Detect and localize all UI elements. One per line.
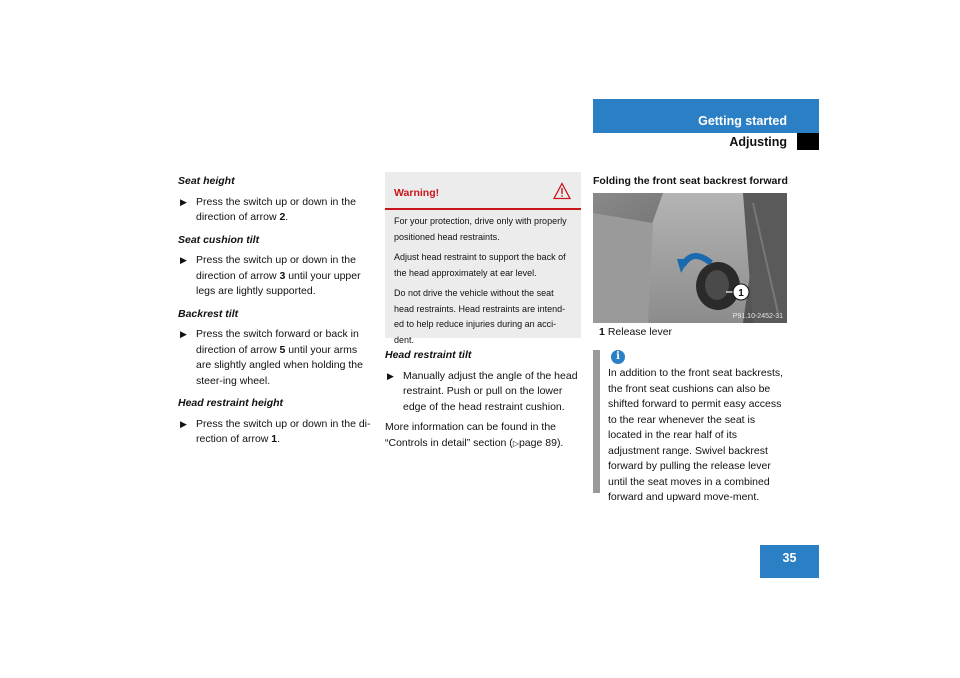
arrow-right-icon: ▶ xyxy=(180,329,187,339)
arrow-right-icon: ▶ xyxy=(180,196,187,207)
photo-callout: 1 xyxy=(738,288,744,299)
heading-seat-cushion-tilt: Seat cushion tilt xyxy=(178,233,260,246)
header-marker xyxy=(797,133,819,150)
heading-head-restraint-height: Head restraint height xyxy=(178,397,284,409)
heading-backrest-tilt: Backrest tilt xyxy=(178,307,239,320)
arrow-right-icon: ▶ xyxy=(180,255,187,265)
triangle-right-icon: ▷ xyxy=(512,438,519,448)
warning-body xyxy=(394,214,574,353)
heading-seat-height: Seat height xyxy=(178,175,235,187)
left-column xyxy=(178,174,374,448)
warning-triangle-icon xyxy=(553,182,571,200)
step-head-restraint-height: ▶ Press the switch up or down in the di-rection of arrow 1. xyxy=(180,417,371,445)
section-title: Getting started xyxy=(698,114,787,128)
warning-paragraph: Adjust head restraint to support the back of the head approximately at ear level. xyxy=(394,252,566,278)
step-backrest-tilt: ▶ Press the switch forward or back in direction of arrow 5 until your arms are slightly angled when holding the steer-ing wheel. xyxy=(180,328,363,387)
page-reference-link[interactable]: page 89 xyxy=(518,436,557,449)
heading-folding: Folding the front seat backrest forward xyxy=(593,175,788,187)
info-bar xyxy=(593,350,600,493)
warning-title: Warning! xyxy=(394,187,440,199)
warning-paragraph: For your protection, drive only with properly positioned head restraints. xyxy=(394,216,567,242)
warning-divider xyxy=(385,208,581,210)
info-text: In addition to the front seat backrests, the front seat cushions can also be shifted forward to permit easy access to the rear whenever the seat is located in the rear half of its adjustment range. Swivel backrest forward by pulling the release lever until the seat moves in a combined forward and upward move-ment. xyxy=(608,367,784,503)
page-number: 35 xyxy=(760,545,819,578)
warning-paragraph: Do not drive the vehicle without the seat head restraints. Head restraints are intend-ed to help reduce injuries during an acci-dent. xyxy=(394,288,566,345)
step-seat-cushion-tilt: ▶ Press the switch up or down in the direction of arrow 3 until your upper legs are lightly supported. xyxy=(180,254,361,297)
seat-photo-illustration xyxy=(593,193,787,323)
seat-release-lever-photo xyxy=(593,193,787,323)
step-head-restraint-tilt: ▶ Manually adjust the angle of the head restraint. Push or pull on the lower edge of the head restraint cushion. xyxy=(387,369,578,413)
subsection-header xyxy=(593,133,819,151)
more-info-text: More information can be found in the “Controls in detail” section (▷page 89). xyxy=(385,421,564,449)
arrow-right-icon: ▶ xyxy=(387,370,394,381)
section-header xyxy=(593,99,819,133)
info-icon: i xyxy=(611,350,625,364)
middle-column xyxy=(385,348,581,451)
photo-code: P91.10-2452-31 xyxy=(732,313,783,320)
arrow-right-icon: ▶ xyxy=(180,418,187,429)
subsection-title: Adjusting xyxy=(729,135,787,149)
photo-caption xyxy=(599,325,789,341)
caption-number: 1 xyxy=(599,326,605,338)
heading-head-restraint-tilt: Head restraint tilt xyxy=(385,349,472,361)
warning-box xyxy=(385,172,581,345)
step-seat-height: ▶ Press the switch up or down in the direction of arrow 2. xyxy=(180,195,356,223)
caption-text: Release lever xyxy=(607,326,673,338)
